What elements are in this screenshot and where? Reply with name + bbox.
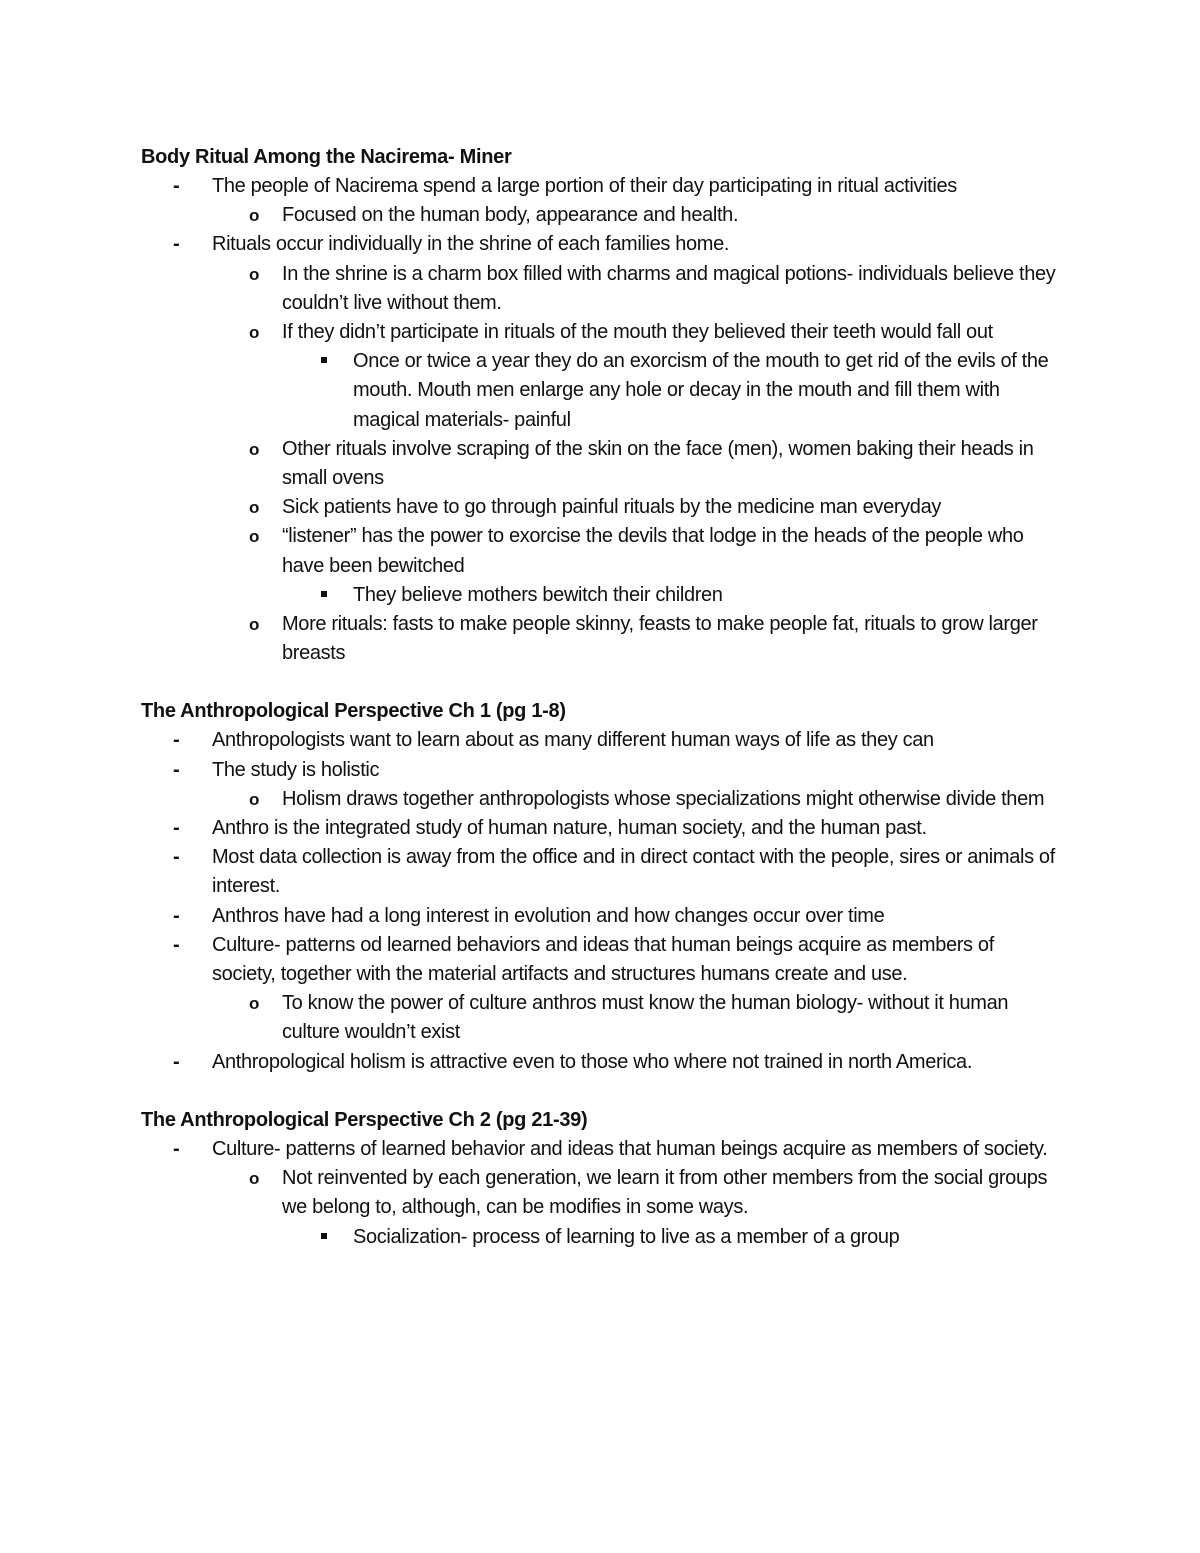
list-item — [141, 581, 1061, 610]
circle-bullet-icon: o — [249, 264, 260, 284]
list-item-text: Socialization- process of learning to live as a member of a group — [353, 1225, 900, 1248]
list-item — [141, 347, 1061, 435]
dash-bullet-icon: - — [173, 817, 180, 840]
list-item — [141, 843, 1061, 901]
list-item-text: Anthropological holism is attractive even to those who where not trained in north America. — [212, 1050, 973, 1073]
list-item-text: More rituals: fasts to make people skinny, feasts to make people fat, rituals to grow larger breasts — [282, 613, 1038, 665]
section-items — [141, 172, 1061, 668]
document-page — [141, 143, 1061, 1281]
section-anthro-ch1 — [141, 697, 1061, 1076]
square-bullet-icon — [321, 347, 327, 376]
list-item-text: Not reinvented by each generation, we learn it from other members from the social groups we belong to, although, can be modifies in some ways. — [282, 1167, 1048, 1219]
list-item-text: To know the power of culture anthros must know the human biology- without it human culture wouldn’t exist — [282, 992, 1009, 1044]
section-items — [141, 1135, 1061, 1252]
list-item — [141, 989, 1061, 1047]
list-item — [141, 902, 1061, 931]
list-item — [141, 785, 1061, 814]
circle-bullet-icon: o — [249, 994, 260, 1014]
list-item — [141, 814, 1061, 843]
circle-bullet-icon: o — [249, 1169, 260, 1189]
circle-bullet-icon: o — [249, 527, 260, 547]
list-item-text: Sick patients have to go through painful rituals by the medicine man everyday — [282, 496, 941, 519]
circle-bullet-icon: o — [249, 498, 260, 518]
dash-bullet-icon: - — [173, 758, 180, 781]
list-item — [141, 1164, 1061, 1222]
list-item — [141, 610, 1061, 668]
list-item — [141, 726, 1061, 755]
dash-bullet-icon: - — [173, 1137, 180, 1160]
list-item — [141, 756, 1061, 785]
dash-bullet-icon: - — [173, 846, 180, 869]
list-item-text: Other rituals involve scraping of the skin on the face (men), women baking their heads in small ovens — [282, 437, 1034, 490]
list-item-text: The people of Nacirema spend a large portion of their day participating in ritual activities — [212, 175, 957, 197]
list-item — [141, 493, 1061, 522]
list-item-text: Anthros have had a long interest in evolution and how changes occur over time — [212, 904, 885, 927]
circle-bullet-icon: o — [249, 206, 260, 226]
list-item-text: Once or twice a year they do an exorcism of the mouth to get rid of the evils of the mouth. Mouth men enlarge any hole or decay in the mouth and fill them with magical materials- painful — [353, 350, 1049, 431]
dash-bullet-icon: - — [173, 233, 180, 256]
section-heading: Body Ritual Among the Nacirema- Miner — [141, 146, 512, 168]
list-item — [141, 201, 1061, 230]
list-item-text: In the shrine is a charm box filled with charms and magical potions- individuals believe they couldn’t live without them. — [282, 262, 1056, 314]
list-item — [141, 172, 1061, 201]
list-item — [141, 1223, 1061, 1252]
list-item-text: They believe mothers bewitch their children — [353, 583, 723, 606]
list-item — [141, 522, 1061, 580]
list-item-text: Culture- patterns od learned behaviors and ideas that human beings acquire as members of society, together with the material artifacts and structures humans create and use. — [212, 933, 994, 986]
section-heading: The Anthropological Perspective Ch 2 (pg 21-39) — [141, 1108, 588, 1131]
list-item-text: If they didn’t participate in rituals of the mouth they believed their teeth would fall out — [282, 321, 993, 344]
list-item-text: Rituals occur individually in the shrine of each families home. — [212, 233, 730, 256]
list-item — [141, 260, 1061, 318]
list-item — [141, 931, 1061, 989]
list-item-text: Holism draws together anthropologists whose specializations might otherwise divide them — [282, 787, 1045, 810]
list-item — [141, 230, 1061, 259]
circle-bullet-icon: o — [249, 439, 260, 459]
list-item — [141, 318, 1061, 347]
square-bullet-icon — [321, 581, 327, 610]
dash-bullet-icon: - — [173, 1050, 180, 1073]
list-item-text: The study is holistic — [212, 758, 380, 781]
list-item-text: Most data collection is away from the office and in direct contact with the people, sires or animals of interest. — [212, 846, 1055, 898]
list-item-text: Culture- patterns of learned behavior and ideas that human beings acquire as members of society. — [212, 1137, 1048, 1160]
list-item-text: Anthro is the integrated study of human nature, human society, and the human past. — [212, 817, 927, 840]
list-item — [141, 435, 1061, 493]
dash-bullet-icon: - — [173, 175, 180, 197]
section-items — [141, 726, 1061, 1076]
list-item-text: Focused on the human body, appearance and health. — [282, 204, 739, 227]
section-body-ritual — [141, 143, 1061, 668]
square-bullet-icon — [321, 1223, 327, 1252]
list-item — [141, 1048, 1061, 1077]
dash-bullet-icon: - — [173, 729, 180, 752]
list-item — [141, 1135, 1061, 1164]
circle-bullet-icon: o — [249, 789, 260, 809]
list-item-text: “listener” has the power to exorcise the devils that lodge in the heads of the people who have been bewitched — [282, 525, 1024, 577]
circle-bullet-icon: o — [249, 323, 260, 343]
list-item-text: Anthropologists want to learn about as many different human ways of life as they can — [212, 729, 934, 752]
section-heading: The Anthropological Perspective Ch 1 (pg 1-8) — [141, 700, 566, 723]
dash-bullet-icon: - — [173, 904, 180, 927]
circle-bullet-icon: o — [249, 615, 260, 635]
dash-bullet-icon: - — [173, 933, 180, 956]
section-anthro-ch2 — [141, 1106, 1061, 1252]
